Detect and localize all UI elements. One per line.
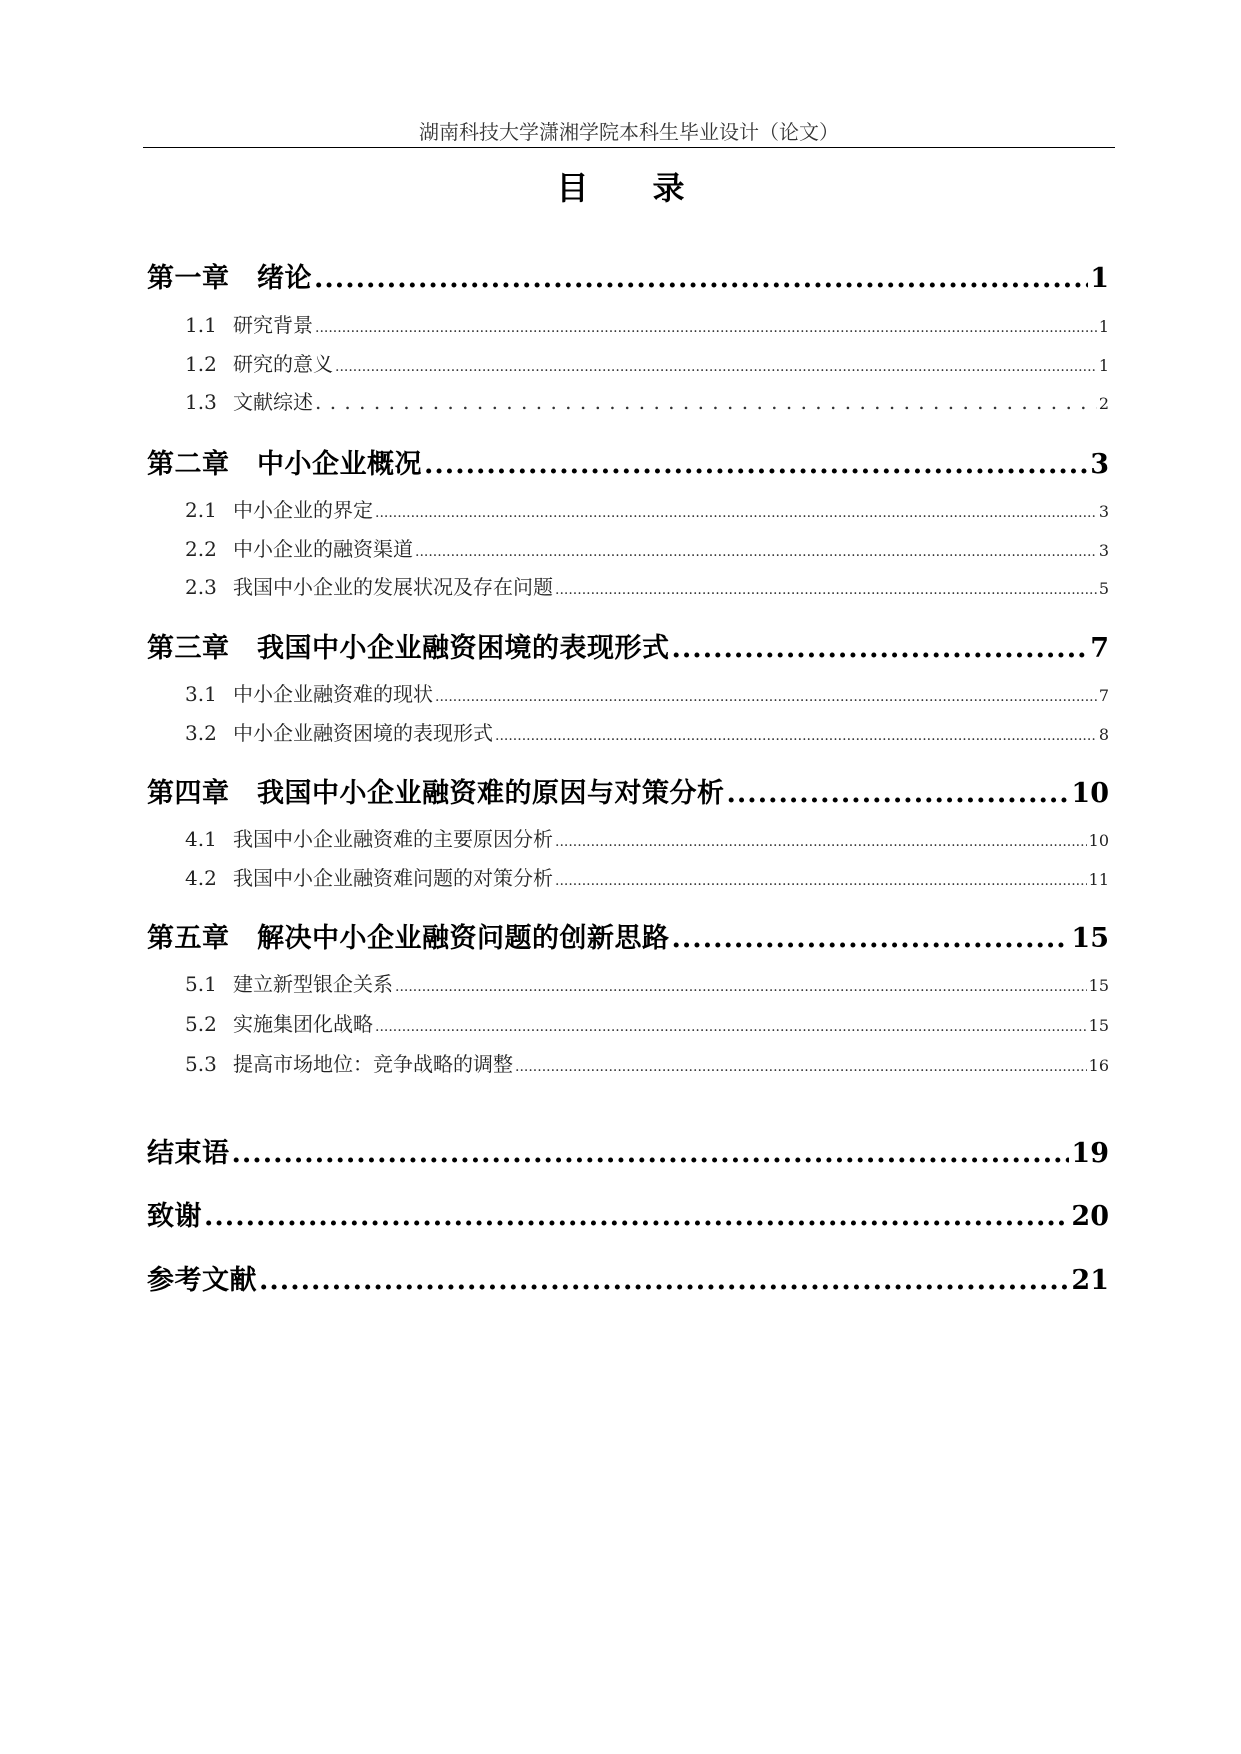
toc-entry-page: 15 (1071, 923, 1109, 954)
toc-entry-page: 19 (1071, 1138, 1109, 1169)
toc-entry-chapter-3[interactable] (147, 626, 1109, 665)
running-header: 湖南科技大学潇湘学院本科生毕业设计（论文） (419, 120, 839, 144)
section-title: 中小企业融资难的现状 (233, 682, 433, 706)
toc-entry-label (185, 571, 553, 600)
section-number: 4.1 (185, 827, 217, 851)
dot-leader (375, 1012, 1087, 1036)
toc-entry-page: 1 (1098, 356, 1109, 375)
toc-entry-section-3-1[interactable] (185, 678, 1109, 707)
section-number: 4.2 (185, 866, 217, 890)
section-title: 建立新型银企关系 (233, 972, 393, 996)
toc-entry-section-5-2[interactable] (185, 1008, 1109, 1037)
toc-title (0, 163, 1241, 209)
toc-entry-label: 第二章 中小企业概况 (147, 449, 422, 480)
section-number: 1.1 (185, 313, 217, 337)
dot-leader (495, 721, 1097, 745)
section-title: 实施集团化战略 (233, 1012, 373, 1036)
toc-entry-section-2-3[interactable] (185, 571, 1109, 600)
dot-leader (204, 1201, 1069, 1232)
dot-leader (335, 352, 1097, 376)
toc-entry-page: 8 (1098, 725, 1109, 744)
toc-entry-label: 参考文献 (147, 1265, 257, 1296)
toc-entry-page: 7 (1090, 633, 1109, 664)
toc-entry-label (185, 386, 313, 415)
toc-entry-page: 21 (1071, 1265, 1109, 1296)
toc-entry-label (185, 309, 313, 338)
toc-entry-label: 第四章 我国中小企业融资难的原因与对策分析 (147, 778, 725, 809)
section-number: 3.1 (185, 682, 217, 706)
dot-leader (515, 1052, 1087, 1076)
toc-entry-page: 1 (1090, 263, 1109, 294)
toc-entry-page: 16 (1088, 1056, 1109, 1075)
toc-entry-page: 1 (1098, 317, 1109, 336)
toc-entry-page: 10 (1088, 831, 1109, 850)
section-number: 2.2 (185, 537, 217, 561)
toc-entry-label (185, 348, 333, 377)
toc-entry-chapter-5[interactable] (147, 916, 1109, 955)
toc-entry-chapter-4[interactable] (147, 771, 1109, 810)
toc-entry-page: 15 (1088, 976, 1109, 995)
section-number: 3.2 (185, 721, 217, 745)
toc-entry-page: 2 (1098, 394, 1109, 413)
toc-entry-section-1-3[interactable] (185, 386, 1109, 415)
toc-entry-page: 20 (1071, 1201, 1109, 1232)
section-title: 提高市场地位：竞争战略的调整 (233, 1052, 513, 1076)
section-title: 文献综述 (233, 390, 313, 414)
toc-entry-page: 3 (1098, 502, 1109, 521)
toc-entry-label (185, 862, 553, 891)
toc-entry-section-4-2[interactable] (185, 862, 1109, 891)
toc-entry-label (185, 823, 553, 852)
toc-entry-label (185, 1048, 513, 1077)
toc-entry-section-3-2[interactable] (185, 717, 1109, 746)
toc-entry-page: 15 (1088, 1016, 1109, 1035)
toc-entry-section-1-2[interactable] (185, 348, 1109, 377)
dot-leader (424, 449, 1088, 480)
toc-title-char-1: 目 (556, 169, 589, 207)
toc-title-char-2: 录 (652, 169, 685, 207)
dot-leader (314, 263, 1088, 294)
header-rule (143, 147, 1115, 148)
toc-entry-label: 第三章 我国中小企业融资困境的表现形式 (147, 633, 670, 664)
toc-entry-chapter-2[interactable] (147, 442, 1109, 481)
section-title: 中小企业的融资渠道 (233, 537, 413, 561)
section-title: 研究的意义 (233, 352, 333, 376)
section-number: 5.3 (185, 1052, 217, 1076)
dot-leader (315, 313, 1097, 337)
toc-entry-label (185, 968, 393, 997)
section-number: 2.1 (185, 498, 217, 522)
toc-entry-label (185, 1008, 373, 1037)
toc-entry-page: 10 (1071, 778, 1109, 809)
toc-entry-chapter-1[interactable] (147, 256, 1109, 295)
toc-entry-page: 3 (1098, 541, 1109, 560)
section-title: 我国中小企业的发展状况及存在问题 (233, 575, 553, 599)
toc-entry-section-2-1[interactable] (185, 494, 1109, 523)
dot-leader (672, 923, 1070, 954)
dot-leader (232, 1138, 1070, 1169)
toc-entry-acknowledgements[interactable] (147, 1194, 1109, 1233)
toc-entry-section-1-1[interactable] (185, 309, 1109, 338)
section-number: 1.3 (185, 390, 217, 414)
dot-leader (395, 972, 1087, 996)
dot-leader (315, 390, 1097, 414)
dot-leader (259, 1265, 1069, 1296)
toc-entry-page: 3 (1090, 449, 1109, 480)
toc-entry-label: 第一章 绪论 (147, 263, 312, 294)
toc-entry-label (185, 717, 493, 746)
toc-entry-conclusion[interactable] (147, 1131, 1109, 1170)
toc-entry-page: 11 (1088, 870, 1109, 889)
section-number: 1.2 (185, 352, 217, 376)
dot-leader (375, 498, 1097, 522)
toc-entry-label: 第五章 解决中小企业融资问题的创新思路 (147, 923, 670, 954)
section-number: 2.3 (185, 575, 217, 599)
toc-entry-section-4-1[interactable] (185, 823, 1109, 852)
toc-entry-label (185, 533, 413, 562)
toc-entry-section-5-1[interactable] (185, 968, 1109, 997)
toc-entry-label (185, 678, 433, 707)
dot-leader (415, 537, 1097, 561)
dot-leader (672, 633, 1089, 664)
toc-entry-page: 5 (1098, 579, 1109, 598)
section-title: 我国中小企业融资难问题的对策分析 (233, 866, 553, 890)
toc-entry-label: 结束语 (147, 1138, 230, 1169)
toc-entry-label (185, 494, 373, 523)
toc-entry-section-5-3[interactable] (185, 1048, 1109, 1077)
dot-leader (555, 866, 1087, 890)
dot-leader (727, 778, 1070, 809)
toc-entry-section-2-2[interactable] (185, 533, 1109, 562)
section-title: 研究背景 (233, 313, 313, 337)
section-number: 5.1 (185, 972, 217, 996)
toc-entry-label: 致谢 (147, 1201, 202, 1232)
section-title: 中小企业的界定 (233, 498, 373, 522)
dot-leader (555, 575, 1097, 599)
toc-entry-references[interactable] (147, 1258, 1109, 1297)
toc-entry-page: 7 (1098, 686, 1109, 705)
section-title: 我国中小企业融资难的主要原因分析 (233, 827, 553, 851)
section-title: 中小企业融资困境的表现形式 (233, 721, 493, 745)
section-number: 5.2 (185, 1012, 217, 1036)
dot-leader (555, 827, 1087, 851)
dot-leader (435, 682, 1097, 706)
